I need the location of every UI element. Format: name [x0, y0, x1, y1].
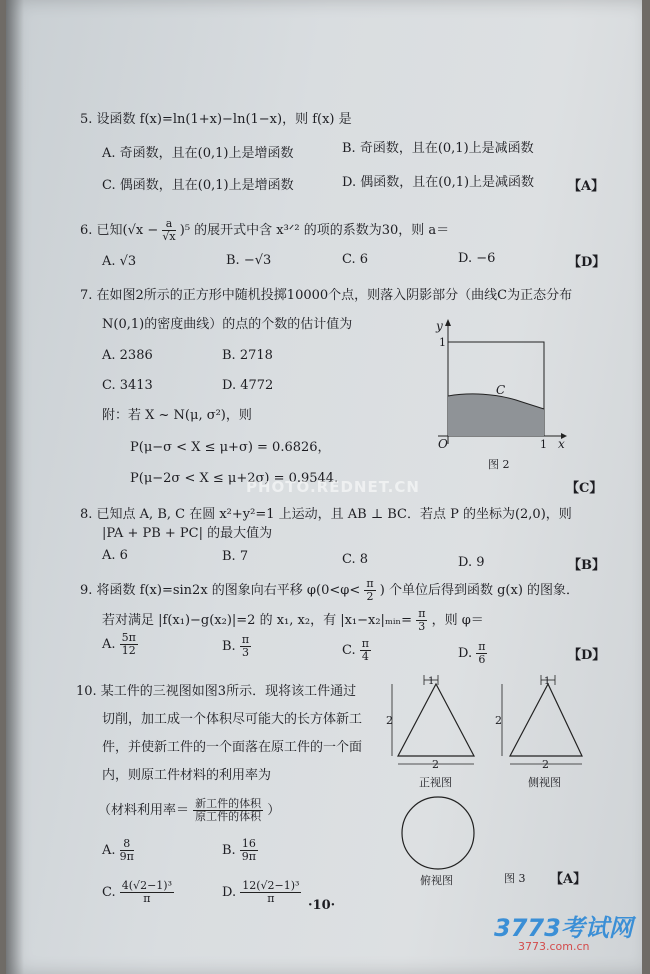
- q7-stem-line2: N(0,1)的密度曲线）的点的个数的估计值为: [102, 317, 353, 332]
- q6-option-d: D. −6: [458, 251, 496, 266]
- fig2-y-one: 1: [439, 336, 446, 349]
- q9-option-a: [102, 632, 138, 657]
- q9-stem2-num: π: [418, 607, 426, 620]
- side-height-dim: 2: [495, 714, 502, 727]
- q10-ratio-den: 原工件的体积: [195, 810, 262, 823]
- center-watermark: PHOTO.REDNET.CN: [246, 478, 420, 496]
- q9-c-fraction: [360, 638, 371, 663]
- q7-stem-line1: 7. 在如图2所示的正方形中随机投掷10000个点，则落入阴影部分（曲线C为正态分布: [80, 288, 573, 303]
- q10-a-fraction: [120, 838, 134, 863]
- q9-a-den: 12: [121, 644, 136, 657]
- q5-option-a: A. 奇函数，且在(0,1)上是增函数: [102, 146, 294, 161]
- fig2-caption: 图 2: [488, 458, 510, 471]
- q6-option-b: B. −√3: [226, 253, 272, 268]
- q9-a-label: A.: [102, 637, 116, 652]
- side-view-label: 侧视图: [528, 776, 561, 789]
- side-view: [495, 675, 582, 789]
- q10-answer: 【A】: [550, 872, 587, 887]
- q10-option-d: [222, 880, 301, 905]
- q6-stem: [80, 218, 449, 243]
- q10-option-a: [102, 838, 134, 863]
- q9-b-fraction: [240, 634, 251, 659]
- q8-option-c: C. 8: [342, 552, 369, 567]
- q9-d-label: D.: [458, 646, 473, 661]
- q10-line3: 件，并使新工件的一个面落在原工件的一个面: [102, 740, 363, 755]
- q10-b-fraction: [240, 838, 258, 863]
- q9-stem1-den: 2: [366, 590, 374, 603]
- q9-c-den: 4: [361, 650, 369, 663]
- q10-d-label: D.: [222, 885, 237, 900]
- q9-d-num: π: [478, 640, 486, 653]
- q5-option-d: D. 偶函数，且在(0,1)上是减函数: [342, 175, 535, 190]
- q10-b-num: 16: [241, 837, 256, 850]
- fig2-y-label: y: [436, 319, 443, 333]
- front-width-dim: 2: [432, 758, 439, 771]
- site-logo: 3773考试网: [494, 914, 633, 942]
- q10-line4: 内，则原工件材料的利用率为: [102, 768, 272, 783]
- q10-d-fraction: [240, 880, 301, 905]
- exam-sheet: [6, 0, 642, 974]
- q9-option-d: [458, 641, 487, 666]
- shaded-region: [448, 394, 544, 436]
- fig3-caption: 图 3: [504, 872, 526, 885]
- q10-option-b: [222, 838, 258, 863]
- q10-a-den: 9π: [119, 850, 134, 863]
- q10-ratio: [98, 798, 280, 823]
- q10-ratio-open: （材料利用率＝: [98, 803, 190, 818]
- q9-stem2-den: 3: [418, 620, 426, 633]
- q9-stem1-part2: ) 个单位后得到函数 g(x) 的图象．: [379, 583, 580, 598]
- q7-option-a: A. 2386: [102, 348, 153, 363]
- q9-answer: 【D】: [568, 648, 606, 663]
- q6-frac-den: √x: [162, 230, 176, 243]
- q5-option-b: B. 奇函数，且在(0,1)上是减函数: [342, 141, 534, 156]
- q10-option-c: [102, 880, 174, 905]
- q7-note: 附：若 X ~ N(μ, σ²)，则: [102, 408, 252, 423]
- q10-ratio-num: 新工件的体积: [195, 797, 262, 810]
- q10-c-num: 4(√2−1)³: [121, 879, 172, 892]
- side-top-dim: 1: [544, 676, 551, 687]
- q9-stem2-fraction: [416, 608, 427, 633]
- q7-formula-2: P(μ−2σ < X ≤ μ+2σ) = 0.9544．: [130, 471, 348, 486]
- q10-line1: 10. 某工件的三视图如图3所示．现将该工件通过: [76, 684, 357, 699]
- q8-option-a: A. 6: [102, 548, 128, 563]
- q10-b-den: 9π: [241, 850, 256, 863]
- top-view-label: 俯视图: [420, 874, 453, 887]
- page-fold-shadow: [6, 0, 24, 974]
- q8-option-b: B. 7: [222, 549, 249, 564]
- q6-option-a: A. √3: [102, 254, 137, 269]
- q10-line2: 切削，加工成一个体积尽可能大的长方体新工: [102, 712, 363, 727]
- q9-c-num: π: [361, 637, 369, 650]
- q8-stem-line1: 8. 已知点 A, B, C 在圆 x²+y²=1 上运动，且 AB ⊥ BC．若点 P 的坐标为(2,0)，则: [80, 507, 572, 522]
- figure-3: [386, 668, 596, 893]
- front-top-dim: 1: [428, 676, 435, 687]
- side-width-dim: 2: [542, 758, 549, 771]
- q9-stem-line1: [80, 578, 579, 603]
- q5-stem: 5. 设函数 f(x)=ln(1+x)−ln(1−x)，则 f(x) 是: [80, 112, 352, 127]
- q6-option-c: C. 6: [342, 252, 369, 267]
- front-view: [386, 675, 474, 789]
- q9-stem1-num: π: [366, 577, 374, 590]
- q10-c-den: π: [143, 892, 151, 905]
- q7-option-c: C. 3413: [102, 378, 153, 393]
- q6-answer: 【D】: [568, 255, 606, 270]
- q9-b-label: B.: [222, 639, 236, 654]
- figure-2: [426, 316, 576, 476]
- q5-option-c: C. 偶函数，且在(0,1)上是增函数: [102, 178, 294, 193]
- top-view: [402, 797, 474, 887]
- q10-ratio-close: ）: [267, 803, 281, 818]
- q9-d-den: 6: [478, 653, 486, 666]
- q9-a-fraction: [120, 632, 138, 657]
- q9-stem-line2: [102, 608, 484, 633]
- fig2-curve-label: C: [496, 383, 506, 397]
- q10-d-num: 12(√2−1)³: [242, 879, 300, 892]
- fig2-x-one: 1: [540, 438, 547, 451]
- site-logo-url: 3773.com.cn: [518, 940, 590, 953]
- q10-b-label: B.: [222, 843, 236, 858]
- q10-a-num: 8: [120, 838, 134, 851]
- q9-d-fraction: [476, 641, 487, 666]
- q7-option-b: B. 2718: [222, 348, 273, 363]
- q7-answer: 【C】: [566, 481, 603, 496]
- q10-d-den: π: [267, 892, 275, 905]
- q9-b-num: π: [241, 633, 250, 646]
- fig2-origin: O: [438, 437, 448, 451]
- q9-b-den: 3: [241, 646, 249, 659]
- q5-answer: 【A】: [568, 179, 605, 194]
- q9-option-c: [342, 638, 371, 663]
- q6-stem-part2: )⁵ 的展开式中含 x³ᐟ² 的项的系数为30，则 a＝: [179, 223, 450, 238]
- q10-c-label: C.: [102, 885, 116, 900]
- q8-answer: 【B】: [568, 558, 605, 573]
- fig2-x-label: x: [558, 437, 565, 451]
- q7-formula-1: P(μ−σ < X ≤ μ+σ) = 0.6826，: [130, 440, 331, 455]
- q8-stem-line2: |PA + PB + PC| 的最大值为: [102, 526, 273, 541]
- q9-option-b: [222, 634, 251, 659]
- q6-stem-part1: 6. 已知(√x −: [80, 223, 159, 238]
- q6-frac-num: a: [162, 218, 175, 231]
- q8-option-d: D. 9: [458, 555, 485, 570]
- front-height-dim: 2: [386, 714, 393, 727]
- q9-stem2-part2: ，则 φ＝: [431, 613, 484, 628]
- q9-stem2-part1: 若对满足 |f(x₁)−g(x₂)|=2 的 x₁, x₂，有 |x₁−x₂|ₘᵢₙ=: [102, 613, 413, 628]
- page-number: ·10·: [308, 898, 336, 913]
- front-view-label: 正视图: [419, 776, 452, 789]
- q10-ratio-fraction: [193, 798, 263, 823]
- q9-a-num: 5π: [121, 631, 136, 644]
- q9-c-label: C.: [342, 643, 356, 658]
- q9-stem1-fraction: [364, 578, 375, 603]
- q9-stem1-part1: 9. 将函数 f(x)=sin2x 的图象向右平移 φ(0<φ<: [80, 583, 361, 598]
- q6-fraction: [162, 218, 175, 243]
- q10-a-label: A.: [102, 843, 116, 858]
- q7-option-d: D. 4772: [222, 378, 274, 393]
- q10-c-fraction: [120, 880, 174, 905]
